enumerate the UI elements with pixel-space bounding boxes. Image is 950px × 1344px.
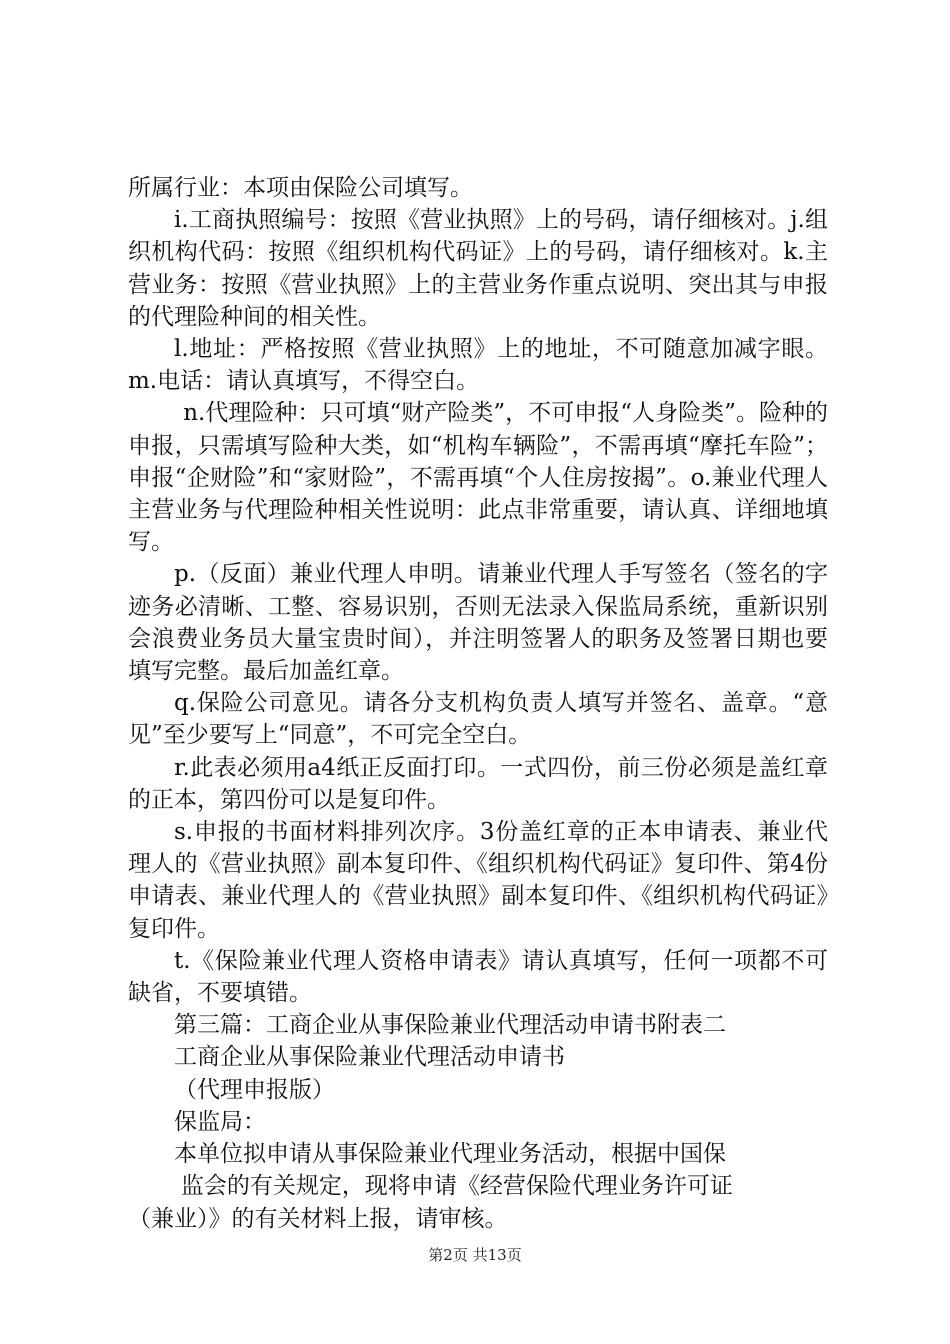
addressee: 保监局： <box>174 1108 266 1135</box>
application-body-line-2: 监会的有关规定，现将申请《经营保险代理业务许可证 <box>180 1173 733 1200</box>
paragraph-item-i-k: i.工商执照编号：按照《营业执照》上的号码，请仔细核对。j.组织机构代码：按照《组织机构代码证》上的号码，请仔细核对。k.主营业务：按照《营业执照》上的主营业务作重点说明、突出其与申报的代理险种间的相关性。 <box>128 207 828 330</box>
application-title: 工商企业从事保险兼业代理活动申请书 <box>174 1044 565 1071</box>
application-subtitle: （代理申报版） <box>174 1076 335 1103</box>
page-number: 第2页 共13页 <box>428 1246 522 1264</box>
paragraph-item-t: t.《保险兼业代理人资格申请表》请认真填写，任何一项都不可缺省，不要填错。 <box>128 947 828 1007</box>
paragraph-industry: 所属行业：本项由保险公司填写。 <box>128 175 473 201</box>
paragraph-item-n-o: n.代理险种：只可填“财产险类”，不可申报“人身险类”。险种的申报，只需填写险种大类，如“机构车辆险”，不需再填“摩托车险”；申报“企财险”和“家财险”，不需再填“个人住房按揭”。o.兼业代理人主营业务与代理险种相关性说明：此点非常重要，请认真、详细地填写。 <box>128 400 828 556</box>
paragraph-item-s: s.申报的书面材料排列次序。3份盖红章的正本申请表、兼业代理人的《营业执照》副本复印件、《组织机构代码证》复印件、第4份申请表、兼业代理人的《营业执照》副本复印件、《组织机构代码证》复印件。 <box>128 819 828 942</box>
document-body <box>128 172 828 1235</box>
paragraph-item-q: q.保险公司意见。请各分支机构负责人填写并签名、盖章。“意见”至少要写上“同意”，不可完全空白。 <box>128 690 828 749</box>
paragraph-item-r: r.此表必须用a4纸正反面打印。一式四份，前三份必须是盖红章的正本，第四份可以是复印件。 <box>128 754 828 813</box>
application-body-line-3: （兼业）》的有关材料上报，请审核。 <box>128 1205 508 1232</box>
paragraph-item-p: p.（反面）兼业代理人申明。请兼业代理人手写签名（签名的字迹务必清晰、工整、容易识别，否则无法录入保监局系统，重新识别会浪费业务员大量宝贵时间），并注明签署人的职务及签署日期也要填写完整。最后加盖红章。 <box>128 561 828 685</box>
paragraph-item-l-m: l.地址：严格按照《营业执照》上的地址，不可随意加减字眼。m.电话：请认真填写，不得空白。 <box>128 336 828 395</box>
section-heading: 第三篇：工商企业从事保险兼业代理活动申请书附表二 <box>174 1012 726 1039</box>
application-body-line-1: 本单位拟申请从事保险兼业代理业务活动，根据中国保 <box>174 1141 726 1168</box>
